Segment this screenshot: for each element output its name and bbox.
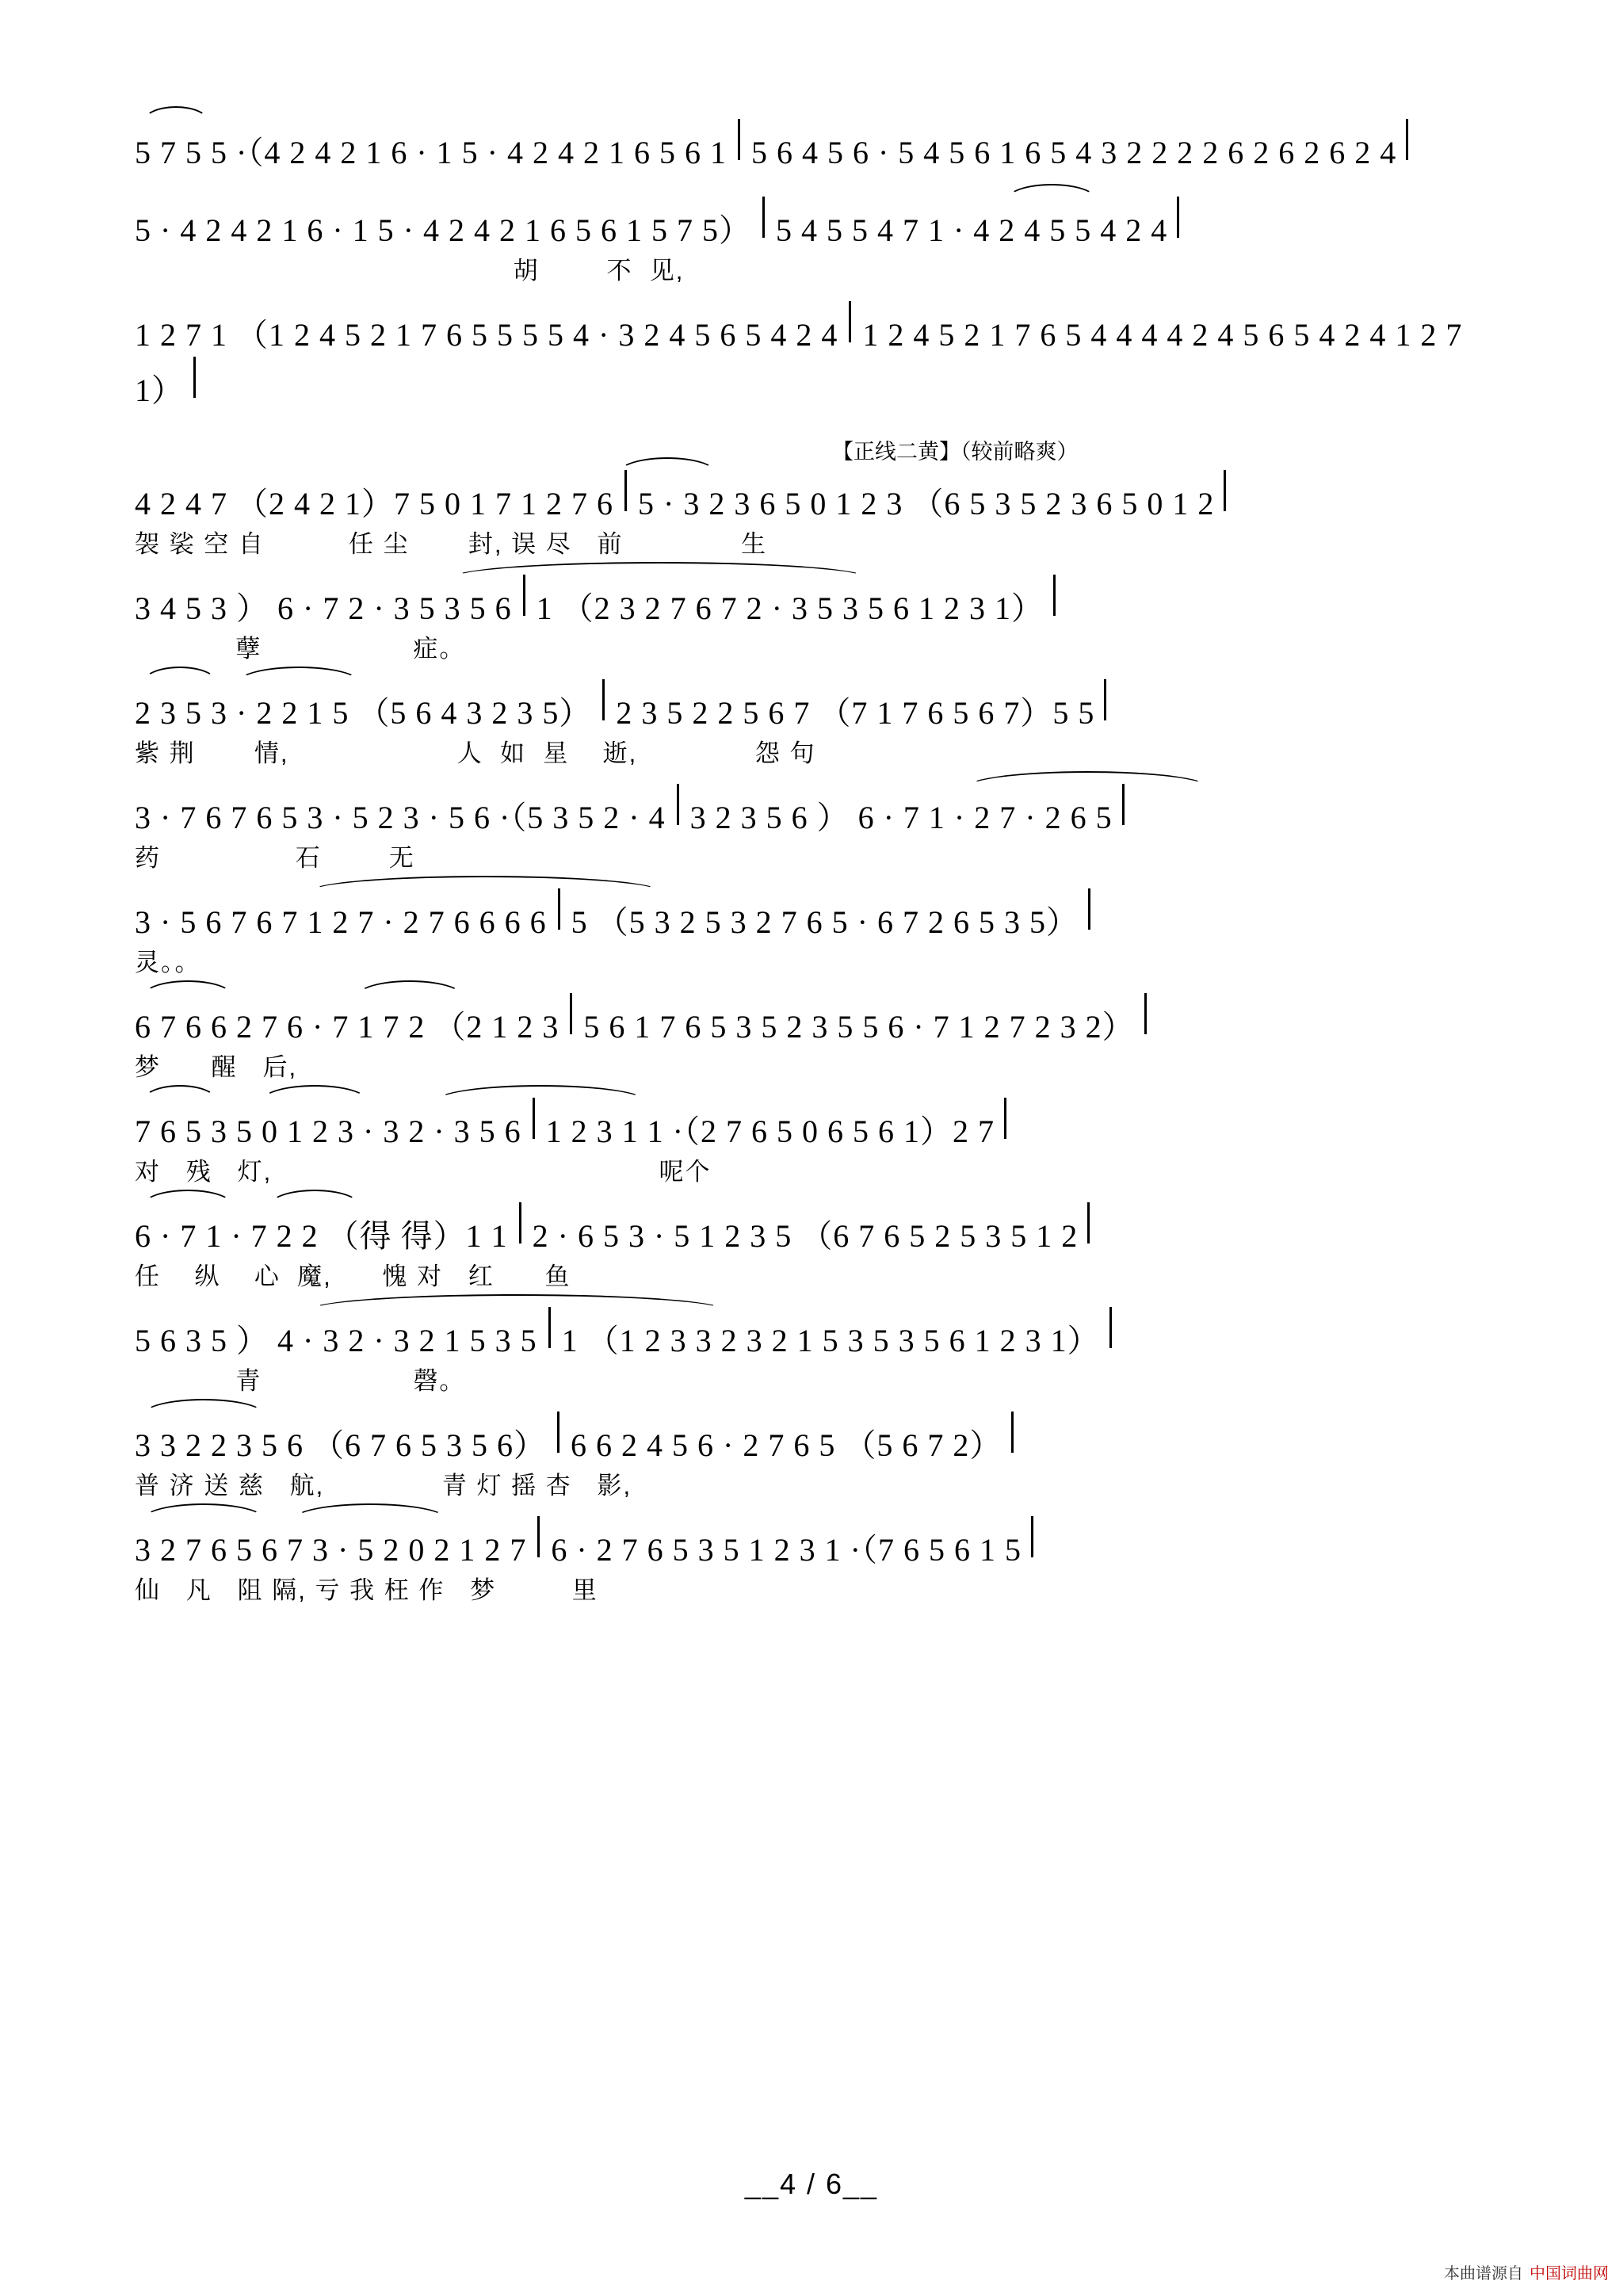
- notes-line: 5 7 5 5 ·（4 2 4 2 1 6 · 1 5 · 4 2 4 2 1 6 5 6 1 5 6 4 5 6 · 5 4 5 6 1 6 5 4 3 2 2 2 2 6 2 6 2 6 2 4: [135, 119, 1488, 174]
- notes-line: 6 7 6 6 2 7 6 · 7 1 7 2 （2 1 2 3 5 6 1 7 6 5 3 5 2 3 5 5 6 · 7 1 2 7 2 3 2）: [135, 993, 1488, 1049]
- lyrics-line: 孽 症。: [135, 635, 466, 663]
- barline: [523, 575, 525, 616]
- notes-line: 1 2 7 1 （1 2 4 5 2 1 7 6 5 5 5 5 4 · 3 2 4 5 6 5 4 2 4 1 2 4 5 2 1 7 6 5 4 4 4 4 2 4 5 6 5 4 2 4 1 2 7 1）: [135, 301, 1488, 412]
- score-system: [135, 1412, 1488, 1503]
- notes-line: 3 3 2 2 3 5 6 （6 7 6 5 3 5 6） 6 6 2 4 5 6 · 2 7 6 5 （5 6 7 2）: [135, 1412, 1488, 1467]
- barline: [557, 1412, 559, 1453]
- notes-measure: 1 （1 2 3 3 2 3 2 1 5 3 5 3 5 6 1 2 3 1）: [561, 1323, 1100, 1358]
- lyrics-line: 任 纵 心 魔, 愧 对 红 鱼: [135, 1263, 571, 1290]
- score-system: [135, 575, 1488, 667]
- barline-end: [1224, 470, 1226, 511]
- lyrics-line: 袈 裟 空 自 任 尘 封, 误 尽 前 生: [135, 530, 768, 558]
- credit-prefix: 本曲谱源自: [1444, 2265, 1523, 2283]
- lyrics-line: 梦 醒 后,: [135, 1053, 298, 1081]
- barline: [677, 784, 679, 825]
- lyrics-line: [135, 176, 1488, 184]
- page-number: __4 / 6__: [744, 2168, 879, 2200]
- lyrics-line: 紫 荆 情, 人 如 星 逝, 怨 句: [135, 739, 816, 767]
- notes-measure: 2 · 6 5 3 · 5 1 2 3 5 （6 7 6 5 2 5 3 5 1 2: [532, 1218, 1079, 1254]
- notes-measure: 5 4 5 5 4 7 1 · 4 2 4 5 5 4 2 4: [775, 212, 1168, 248]
- score-system: [135, 1098, 1488, 1190]
- notes-measure: 5 · 3 2 3 6 5 0 1 2 3 （6 5 3 5 2 3 6 5 0 1 2: [638, 486, 1215, 521]
- notes-measure: 5 6 4 5 6 · 5 4 5 6 1 6 5 4 3 2 2 2 2 6 2 6 2 6 2 4: [750, 135, 1397, 170]
- notes-measure: 2 3 5 2 2 5 6 7 （7 1 7 6 5 6 7）5 5: [616, 695, 1095, 731]
- score-system: [135, 119, 1488, 184]
- barline-end: [1144, 993, 1147, 1034]
- barline: [537, 1516, 540, 1557]
- score-system: [135, 784, 1488, 876]
- lyrics-line: 药 石 无: [135, 844, 415, 872]
- barline-end: [1104, 679, 1106, 720]
- barline: [624, 470, 627, 511]
- notes-measure: 6 6 2 4 5 6 · 2 7 6 5 （5 6 7 2）: [571, 1427, 1002, 1463]
- notes-line: 6 · 7 1 · 7 2 2 （得 得）1 1 2 · 6 5 3 · 5 1 2 3 5 （6 7 6 5 2 5 3 5 1 2: [135, 1202, 1488, 1258]
- score-system: [135, 301, 1488, 422]
- lyrics-line: [135, 414, 1488, 422]
- barline: [558, 888, 560, 930]
- lyrics-line: 仙 凡 阻 隔, 亏 我 枉 作 梦 里: [135, 1576, 598, 1604]
- score-system: [135, 679, 1488, 771]
- notes-line: 3 2 7 6 5 6 7 3 · 5 2 0 2 1 2 7 6 · 2 7 6 5 3 5 1 2 3 1 ·（7 6 5 6 1 5: [135, 1516, 1488, 1572]
- notes-line: 5 6 3 5 ） 4 · 3 2 · 3 2 1 5 3 5 1 （1 2 3 3 2 3 2 1 5 3 5 3 5 6 1 2 3 1）: [135, 1307, 1488, 1362]
- notes-line: 3 4 5 3 ） 6 · 7 2 · 3 5 3 5 6 1 （2 3 2 7 6 7 2 · 3 5 3 5 6 1 2 3 1）: [135, 575, 1488, 630]
- notes-line: 3 · 7 6 7 6 5 3 · 5 2 3 · 5 6 ·（5 3 5 2 · 4 3 2 3 5 6 ） 6 · 7 1 · 2 7 · 2 6 5: [135, 784, 1488, 839]
- barline-end: [1053, 575, 1056, 616]
- notes-measure: 3 2 3 5 6 ） 6 · 7 1 · 2 7 · 2 6 5: [689, 800, 1113, 835]
- lyrics-line: 灵。。: [135, 949, 201, 976]
- barline: [738, 119, 740, 160]
- barline-end: [1122, 784, 1125, 825]
- barline: [519, 1202, 521, 1244]
- barline-end: [1031, 1516, 1033, 1557]
- score-system: [135, 993, 1488, 1085]
- score-system: [135, 888, 1488, 980]
- score-system: [135, 1516, 1488, 1608]
- barline-end: [1109, 1307, 1112, 1348]
- score-system: [135, 1202, 1488, 1294]
- score-system: [135, 197, 1488, 288]
- score-system: [135, 470, 1488, 562]
- section-marking: 【正线二黄】（较前略爽）: [832, 440, 1079, 464]
- lyrics-line: 胡 不 见,: [135, 257, 685, 285]
- barline-end: [1406, 119, 1408, 160]
- notes-measure: 1 （2 3 2 7 6 7 2 · 3 5 3 5 6 1 2 3 1）: [536, 590, 1044, 626]
- barline-end: [1177, 197, 1179, 238]
- barline: [548, 1307, 551, 1348]
- barline-end: [1011, 1412, 1014, 1453]
- barline-end: [193, 357, 196, 398]
- barline-end: [1088, 888, 1090, 930]
- source-credit: [1444, 2260, 1609, 2283]
- barline: [570, 993, 572, 1034]
- notes-measure: 5 6 1 7 6 5 3 5 2 3 5 5 6 · 7 1 2 7 2 3 2）: [583, 1009, 1135, 1045]
- barline: [602, 679, 605, 720]
- notes-measure: 1 2 4 5 2 1 7 6 5 4 4 4 4 2 4 5 6 5 4 2 4 1 2 7 1）: [135, 317, 1463, 408]
- notes-line: 4 2 4 7 （2 4 2 1）7 5 0 1 7 1 2 7 6 5 · 3 2 3 6 5 0 1 2 3 （6 5 3 5 2 3 6 5 0 1 2: [135, 470, 1488, 525]
- barline: [849, 301, 851, 342]
- barline-end: [1087, 1202, 1090, 1244]
- notes-line: 7 6 5 3 5 0 1 2 3 · 3 2 · 3 5 6 1 2 3 1 1 ·（2 7 6 5 0 6 5 6 1）2 7: [135, 1098, 1488, 1153]
- barline: [762, 197, 765, 238]
- notes-line: 2 3 5 3 · 2 2 1 5 （5 6 4 3 2 3 5） 2 3 5 2 2 5 6 7 （7 1 7 6 5 6 7）5 5: [135, 679, 1488, 735]
- score-system: [135, 1307, 1488, 1399]
- barline-end: [1004, 1098, 1006, 1139]
- notes-measure: 5 （5 3 2 5 3 2 7 6 5 · 6 7 2 6 5 3 5）: [571, 904, 1079, 940]
- lyrics-line: 对 残 灯, 呢个: [135, 1158, 712, 1186]
- lyrics-line: 青 磬。: [135, 1367, 466, 1395]
- barline: [533, 1098, 535, 1139]
- notes-measure: 6 · 2 7 6 5 3 5 1 2 3 1 ·（7 6 5 6 1 5: [551, 1532, 1022, 1568]
- notes-measure: 1 2 3 1 1 ·（2 7 6 5 0 6 5 6 1）2 7: [545, 1114, 995, 1149]
- credit-site-name: 中国词曲网: [1529, 2265, 1609, 2283]
- notes-line: 3 · 5 6 7 6 7 1 2 7 · 2 7 6 6 6 6 5 （5 3 2 5 3 2 7 6 5 · 6 7 2 6 5 3 5）: [135, 888, 1488, 944]
- notes-line: 5 · 4 2 4 2 1 6 · 1 5 · 4 2 4 2 1 6 5 6 1 5 7 5） 5 4 5 5 4 7 1 · 4 2 4 5 5 4 2 4: [135, 197, 1488, 252]
- lyrics-line: 普 济 送 慈 航, 青 灯 摇 杏 影,: [135, 1472, 632, 1499]
